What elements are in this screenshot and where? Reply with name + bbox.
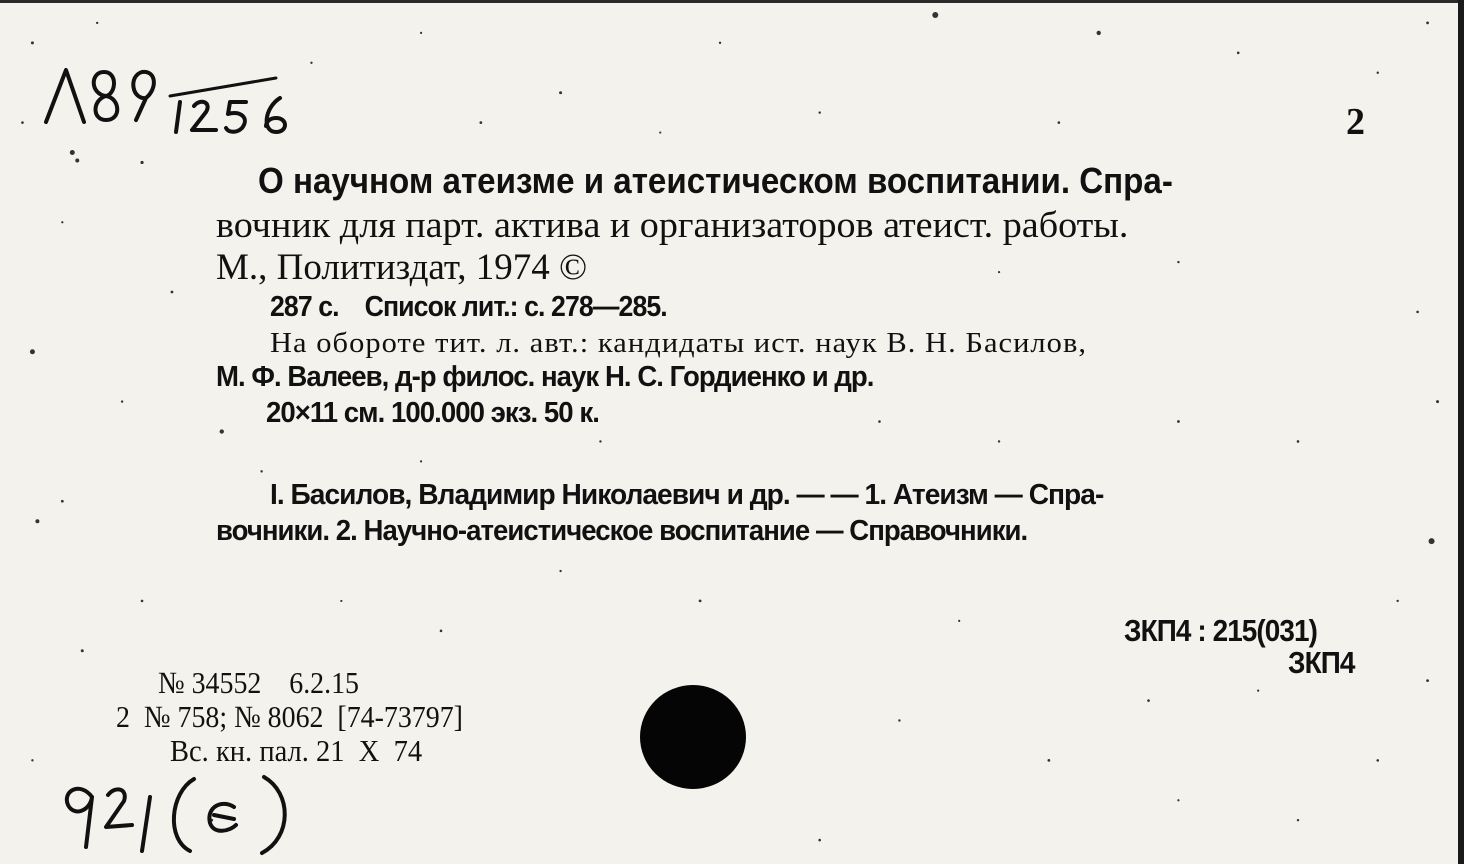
classification-short: ЗКП4	[1288, 645, 1355, 680]
title-line-1: О научном атеизме и атеистическом воспитании. Спра-	[258, 160, 1173, 201]
punch-hole	[640, 685, 746, 789]
note-line-1: На обороте тит. л. авт.: кандидаты ист. наук В. Н. Басилов,	[270, 327, 1088, 359]
registry-line-2: 2 № 758; № 8062 [74-73797]	[116, 699, 463, 734]
card-number: 2	[1346, 101, 1365, 143]
imprint-line: М., Политиздат, 1974 ©	[216, 247, 588, 288]
classification-number: ЗКП4 : 215(031)	[1124, 613, 1318, 648]
handwritten-shelf-mark	[40, 58, 310, 138]
size-edition-price: 20×11 см. 100.000 экз. 50 к.	[266, 397, 599, 429]
handwritten-note	[58, 767, 318, 864]
registry-line-1: № 34552 6.2.15	[158, 665, 359, 700]
registry-line-3: Вс. кн. пал. 21 X 74	[170, 733, 423, 768]
collation: 287 с. Список лит.: с. 278—285.	[270, 291, 667, 323]
note-line-2: М. Ф. Валеев, д-р филос. наук Н. С. Гордиенко и др.	[216, 361, 874, 393]
tracing-line-1: I. Басилов, Владимир Николаевич и др. — — 1. Атеизм — Спра-	[270, 479, 1104, 511]
tracing-line-2: вочники. 2. Научно-атеистическое воспитание — Справочники.	[216, 515, 1028, 547]
title-line-2: вочник для парт. актива и организаторов атеист. работы.	[216, 205, 1129, 246]
